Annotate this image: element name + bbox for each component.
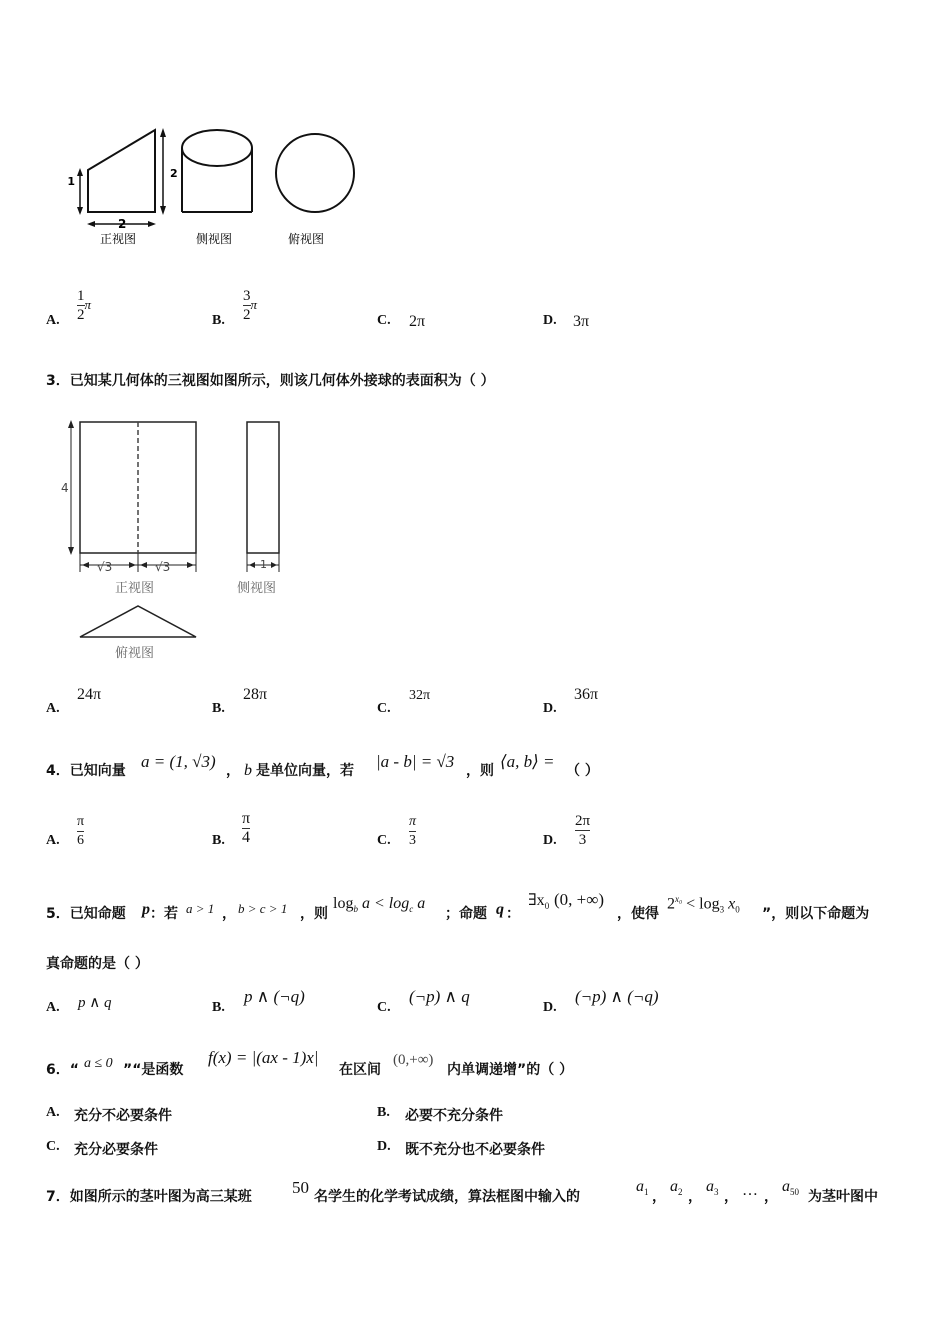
q3-option-a-value: 24π [77, 686, 102, 703]
q2-option-b-value: 3 2 π [243, 288, 258, 323]
q4-mid-text: 是单位向量，若 [256, 763, 354, 779]
q5-cond1: a > 1 [186, 901, 215, 916]
q6-tail: 内单调递增”的（ ） [447, 1062, 574, 1078]
q2-front-view-shape [88, 130, 155, 212]
q2-three-view-figure [60, 120, 380, 255]
q5-power-ineq: $2^{x_0} < \log_3 x_0$ [667, 894, 740, 915]
q4-option-d-label: D. [543, 833, 557, 848]
q3-option-d-label: D. [543, 701, 557, 716]
q5-prefix: 5．已知命题 [46, 906, 126, 922]
q3-side-view-shape [247, 422, 279, 553]
q5-option-b-value: p ∧ (¬q) [244, 987, 305, 1006]
q5-option-b-label: B. [212, 1000, 225, 1015]
q4-option-b-label: B. [212, 833, 225, 848]
q5-q-var: q [496, 901, 504, 918]
q7-a3: $a_3$ [706, 1178, 719, 1198]
q7-sep-3: ， [724, 1189, 738, 1205]
q7-prefix: 7．如图所示的茎叶图为高三某班 [46, 1189, 252, 1205]
q5-option-d-value: (¬p) ∧ (¬q) [575, 987, 659, 1006]
q7-dots: … [742, 1182, 758, 1199]
q5-option-d-label: D. [543, 1000, 557, 1015]
q2-top-view-shape [276, 134, 354, 212]
q4-angle: ⟨a, b⟩ = [500, 752, 555, 771]
q3-width-left-label: √3 [97, 560, 113, 574]
q7-mid-text: 名学生的化学考试成绩，算法框图中输入的 [314, 1189, 580, 1205]
q3-option-a-label: A. [46, 701, 60, 716]
q2-side-view-shape [182, 130, 252, 212]
q6-prefix: 6．“ [46, 1062, 79, 1078]
q2-front-view-label: 正视图 [100, 232, 137, 246]
q5-exists: $\exists x_0$ [528, 892, 550, 912]
q5-log-inequality: $\log_b a < \log_c a$ [333, 895, 426, 915]
q6-option-b-label: B. [377, 1105, 390, 1120]
q2-option-d-value: 3π [573, 313, 590, 330]
q2-option-a-value: 1 2 π [77, 288, 92, 323]
q3-front-view-label: 正视图 [115, 581, 155, 596]
q6-option-d-label: D. [377, 1139, 391, 1154]
q5-option-a-label: A. [46, 1000, 60, 1015]
q2-option-c-value: 2π [409, 313, 426, 330]
q3-option-d-value: 36π [574, 686, 599, 703]
q6-condition: a ≤ 0 [84, 1056, 113, 1071]
q2-option-b-label: B. [212, 313, 225, 328]
q2-option-a-label: A. [46, 313, 60, 328]
q2-side-view-label: 侧视图 [196, 232, 233, 246]
q6-option-c-label: C. [46, 1139, 60, 1154]
q6-option-a-label: A. [46, 1105, 60, 1120]
q4-prefix: 4．已知向量 [46, 763, 126, 779]
q3-stem: 3．已知某几何体的三视图如图所示，则该几何体外接球的表面积为（ ） [46, 373, 495, 389]
q4-option-d-value: 2π 3 [575, 813, 591, 848]
q3-side-width-label: 1 [260, 558, 267, 571]
q5-prop-q-text: ；命题 [445, 906, 487, 922]
q2-dim-2-width-label: 2 [118, 217, 127, 231]
q6-option-b-text: 必要不充分条件 [405, 1108, 503, 1124]
q7-a50: $a_{50}$ [782, 1178, 799, 1198]
q4-vector-b: b [244, 762, 252, 779]
q5-p-var: p [142, 901, 150, 918]
q5-then-text: ，则 [300, 906, 328, 922]
q3-option-b-label: B. [212, 701, 225, 716]
q5-option-c-value: (¬p) ∧ q [409, 987, 470, 1006]
q6-option-a-text: 充分不必要条件 [74, 1108, 172, 1124]
q4-option-b-value: π 4 [242, 810, 251, 846]
q7-sep-1: ， [652, 1189, 666, 1205]
q3-option-b-value: 28π [243, 686, 268, 703]
q2-dim-1-label: 1 [67, 175, 75, 188]
q5-line2: 真命题的是（ ） [46, 956, 149, 972]
q5-if-text: ：若 [150, 906, 178, 922]
q7-a2: $a_2$ [670, 1178, 683, 1198]
q5-option-c-label: C. [377, 1000, 391, 1015]
q4-option-a-label: A. [46, 833, 60, 848]
q4-option-c-label: C. [377, 833, 391, 848]
q2-dim-2-height-label: 2 [170, 167, 178, 180]
q7-sep-4: ， [764, 1189, 778, 1205]
q4-vector-a: a = (1, √3) [141, 752, 216, 771]
q3-option-c-label: C. [377, 701, 391, 716]
q5-interval: (0, +∞) [554, 890, 605, 909]
q6-option-d-text: 既不充分也不必要条件 [405, 1142, 545, 1158]
q4-comma: ， [226, 763, 240, 779]
q7-a1: $a_1$ [636, 1178, 649, 1198]
q7-sep-2: ， [688, 1189, 702, 1205]
q5-colon: ： [506, 906, 520, 922]
q7-tail: 为茎叶图中 [808, 1189, 878, 1205]
q3-top-view-label: 俯视图 [115, 646, 155, 661]
q3-height-label: 4 [61, 481, 69, 495]
q7-number: 50 [292, 1178, 309, 1197]
q2-option-d-label: D. [543, 313, 557, 328]
q4-option-c-value: π 3 [409, 814, 417, 848]
q2-top-view-label: 俯视图 [288, 232, 325, 246]
q6-function-text: ”“是函数 [123, 1062, 184, 1078]
q5-such-that: ，使得 [617, 906, 659, 922]
q3-option-c-value: 32π [409, 688, 431, 703]
q4-option-a-value: π 6 [77, 814, 85, 848]
q6-interval: (0,+∞) [393, 1052, 434, 1068]
q4-then-text: ，则 [466, 763, 494, 779]
q3-side-view-label: 侧视图 [237, 581, 277, 596]
q5-cond2: b > c > 1 [238, 901, 288, 916]
q3-width-right-label: √3 [155, 560, 171, 574]
q6-function: f(x) = |(ax - 1)x| [208, 1048, 319, 1067]
q2-option-c-label: C. [377, 313, 391, 328]
q6-interval-text: 在区间 [339, 1062, 381, 1078]
q3-three-view-figure [55, 410, 305, 665]
q6-option-c-text: 充分必要条件 [74, 1142, 158, 1158]
q4-answer-paren: （ ） [566, 763, 599, 779]
q5-tail: ”，则以下命题为 [762, 906, 870, 922]
q4-condition: |a - b| = √3 [376, 752, 455, 771]
q5-option-a-value: p ∧ q [78, 995, 112, 1011]
q5-comma: ， [222, 906, 236, 922]
q3-top-view-shape [80, 606, 196, 637]
